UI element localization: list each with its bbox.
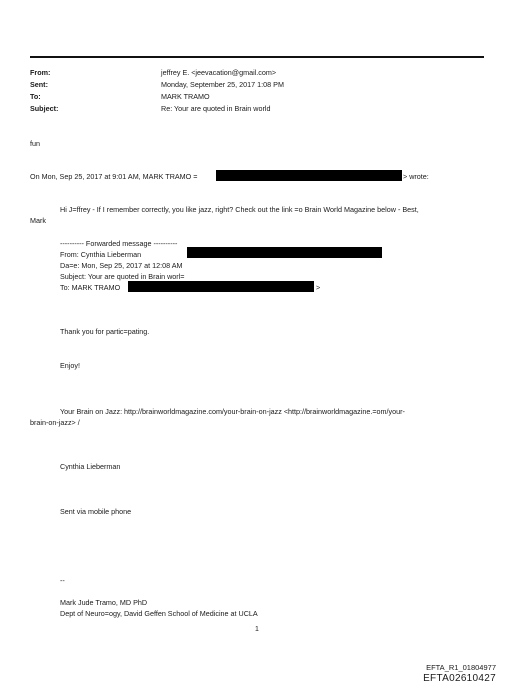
reply-text: fun <box>30 139 40 148</box>
forwarded-to: To: MARK TRAMO <box>60 283 121 292</box>
quote-intro: On Mon, Sep 25, 2017 at 9:01 AM, MARK TRAMO = <box>30 172 198 181</box>
bates-id-secondary: EFTA02610427 <box>423 673 496 684</box>
header-rule <box>30 56 484 58</box>
signer-name: Cynthia Lieberman <box>60 462 121 471</box>
quote-line: Mark <box>30 216 46 225</box>
forwarded-date: Da=e: Mon, Sep 25, 2017 at 12:08 AM <box>60 261 183 270</box>
to-label: To: <box>30 92 41 101</box>
link-line: brain-on-jazz> / <box>30 418 80 427</box>
redaction-block <box>216 170 402 181</box>
from-value: jeffrey E. <jeevacation@gmail.com> <box>161 68 277 77</box>
sent-value: Monday, September 25, 2017 1:08 PM <box>161 80 284 89</box>
forwarded-to-end: > <box>316 283 321 292</box>
forwarded-subject: Subject: Your are quoted in Brain worl= <box>60 272 185 281</box>
forwarded-header: ---------- Forwarded message ---------- <box>60 239 178 248</box>
redaction-block <box>187 247 382 258</box>
signature-dept: Dept of Neuro=ogy, David Geffen School of Medicine at UCLA <box>60 609 258 618</box>
enjoy-text: Enjoy! <box>60 361 80 370</box>
thanks-text: Thank you for partic=pating. <box>60 327 150 336</box>
page-number: 1 <box>255 626 259 633</box>
quote-intro-end: > wrote: <box>403 172 429 181</box>
quote-line: Hi J=ffrey - If I remember correctly, you like jazz, right? Check out the link =o Brain World Magazine below - Best, <box>60 205 419 214</box>
from-label: From: <box>30 68 51 77</box>
to-value: MARK TRAMO <box>161 92 210 101</box>
forwarded-from: From: Cynthia Lieberman <box>60 250 142 259</box>
bates-id-primary: EFTA_R1_01804977 <box>426 663 496 672</box>
subject-value: Re: Your are quoted in Brain world <box>161 104 271 113</box>
signature-separator: -- <box>60 576 65 585</box>
subject-label: Subject: <box>30 104 59 113</box>
link-line: Your Brain on Jazz: http://brainworldmagazine.com/your-brain-on-jazz <http://brainworldmagazine.=om/your- <box>60 407 405 416</box>
signature-name: Mark Jude Tramo, MD PhD <box>60 598 148 607</box>
redaction-block <box>128 281 314 292</box>
sent-label: Sent: <box>30 80 48 89</box>
sent-via-text: Sent via mobile phone <box>60 507 132 516</box>
